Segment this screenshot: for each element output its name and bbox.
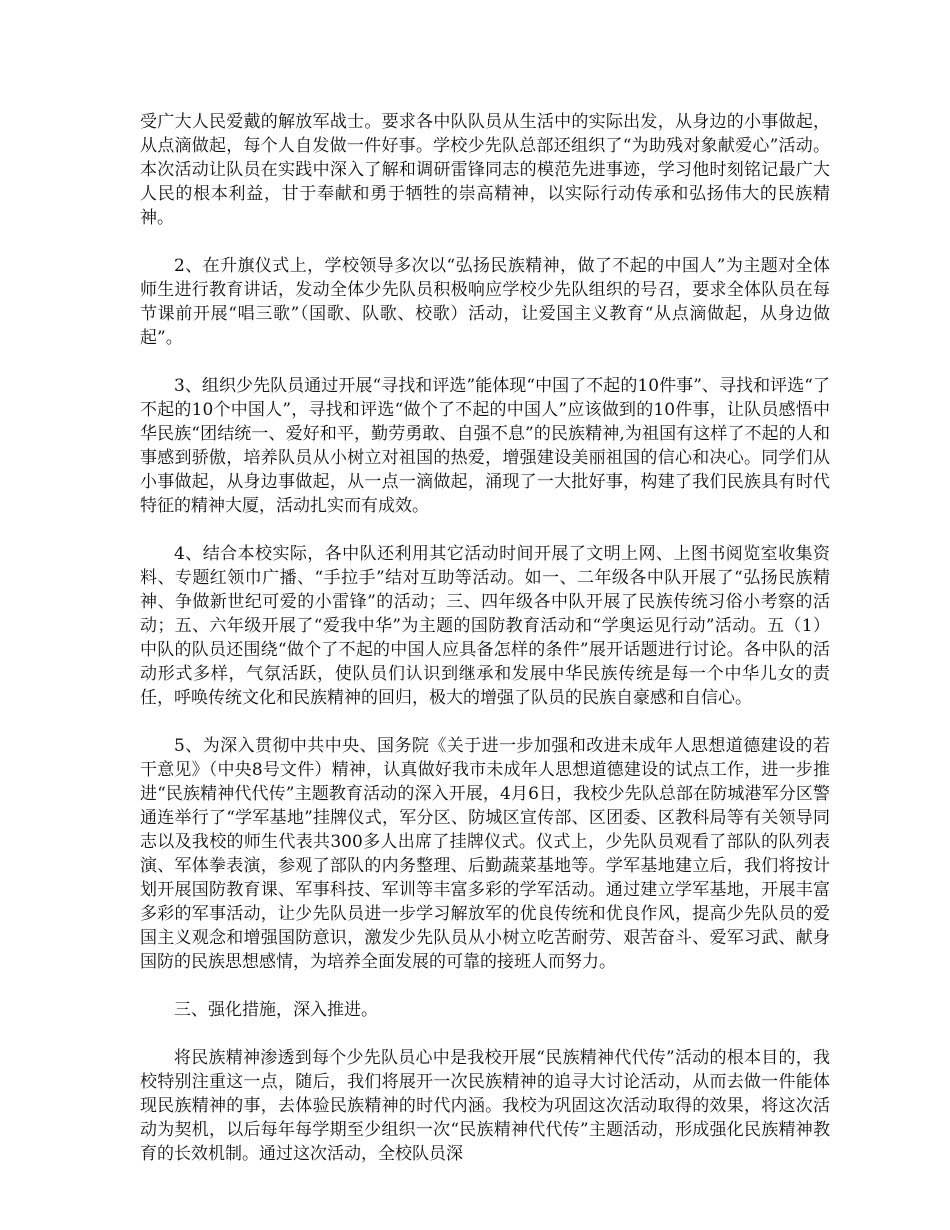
section-heading: 三、强化措施，深入推进。 bbox=[174, 1000, 378, 1020]
paragraph-school-activities: 4、结合本校实际，各中队还利用其它活动时间开展了文明上网、上图书阅览室收集资料、专题红领巾广播、“手拉手”结对互助等活动。如一、二年级各中队开展了“弘扬民族精神、争做新世纪可爱的小雷锋”的活动；三、四年级各中队开展了民族传统习俗小考察的活动；五、六年级开展了“爱我中华”为主题的国防教育活动和“学奥运见行动”活动。五（1）中队的队员还围绕“做个了不起的中国人应具备怎样的条件”展开话题进行讨论。各中队的活动形式多样，气氛活跃，使队员们认识到继承和发展中华民族传统是每一个中华儿女的责任，呼唤传统文化和民族精神的回归，极大的增强了队员的民族自豪感和自信心。 bbox=[140, 544, 830, 708]
paragraph-strengthen-measures: 将民族精神渗透到每个少先队员心中是我校开展“民族精神代代传”活动的根本目的，我校特别注重这一点，随后，我们将展开一次民族精神的追寻大讨论活动，从而去做一件能体现民族精神的事，去体验民族精神的时代内涵。我校为巩固这次活动取得的效果，将这次活动为契机，以后每年每学期至少组织一次“民族精神代代传”主题活动，形成强化民族精神教育的长效机制。通过这次活动，全校队员深 bbox=[140, 1048, 830, 1164]
paragraph-continuation: 受广大人民爱戴的解放军战士。要求各中队队员从生活中的实际出发，从身边的小事做起，从点滴做起，每个人自发做一件好事。学校少先队总部还组织了“为助残对象献爱心”活动。本次活动让队员在实践中深入了解和调研雷锋同志的模范先进事迹，学习他时刻铭记最广大人民的根本利益，甘于奉献和勇于牺牲的崇高精神，以实际行动传承和弘扬伟大的民族精神。 bbox=[140, 112, 830, 228]
paragraph-flag-ceremony: 2、在升旗仪式上，学校领导多次以“弘扬民族精神，做了不起的中国人”为主题对全体师生进行教育讲话，发动全体少先队员积极响应学校少先队组织的号召，要求全体队员在每节课前开展“唱三歌”（国歌、队歌、校歌）活动，让爱国主义教育“从点滴做起，从身边做起”。 bbox=[140, 256, 830, 348]
document-body bbox=[140, 110, 830, 1190]
paragraph-military-base: 5、为深入贯彻中共中央、国务院《关于进一步加强和改进未成年人思想道德建设的若干意见》（中央8号文件）精神，认真做好我市未成年人思想道德建设的试点工作，进一步推进“民族精神代代传”主题教育活动的深入开展，4月6日，我校少先队总部在防城港军分区警通连举行了“学军基地”挂牌仪式，军分区、防城区宣传部、区团委、区教科局等有关领导同志以及我校的师生代表共300多人出席了挂牌仪式。仪式上，少先队员观看了部队的队列表演、军体拳表演，参观了部队的内务整理、后勤蔬菜基地等。学军基地建立后，我们将按计划开展国防教育课、军事科技、军训等丰富多彩的学军活动。通过建立学军基地，开展丰富多彩的军事活动，让少先队员进一步学习解放军的优良传统和优良作风，提高少先队员的爱国主义观念和增强国防意识，激发少先队员从小树立吃苦耐劳、艰苦奋斗、爱军习武、献身国防的民族思想感情，为培养全面发展的可靠的接班人而努力。 bbox=[140, 736, 830, 972]
paragraph-search-and-select: 3、组织少先队员通过开展“寻找和评选”能体现“中国了不起的10件事”、寻找和评选“了不起的10个中国人”，寻找和评选“做个了不起的中国人”应该做到的10件事，让队员感悟中华民族“团结统一、爱好和平，勤劳勇敢、自强不息”的民族精神,为祖国有这样了不起的人和事感到骄傲，培养队员从小树立对祖国的热爱，增强建设美丽祖国的信心和决心。同学们从小事做起，从身边事做起，从一点一滴做起，涌现了一大批好事，构建了我们民族具有时代特征的精神大厦，活动扎实而有成效。 bbox=[140, 376, 830, 516]
